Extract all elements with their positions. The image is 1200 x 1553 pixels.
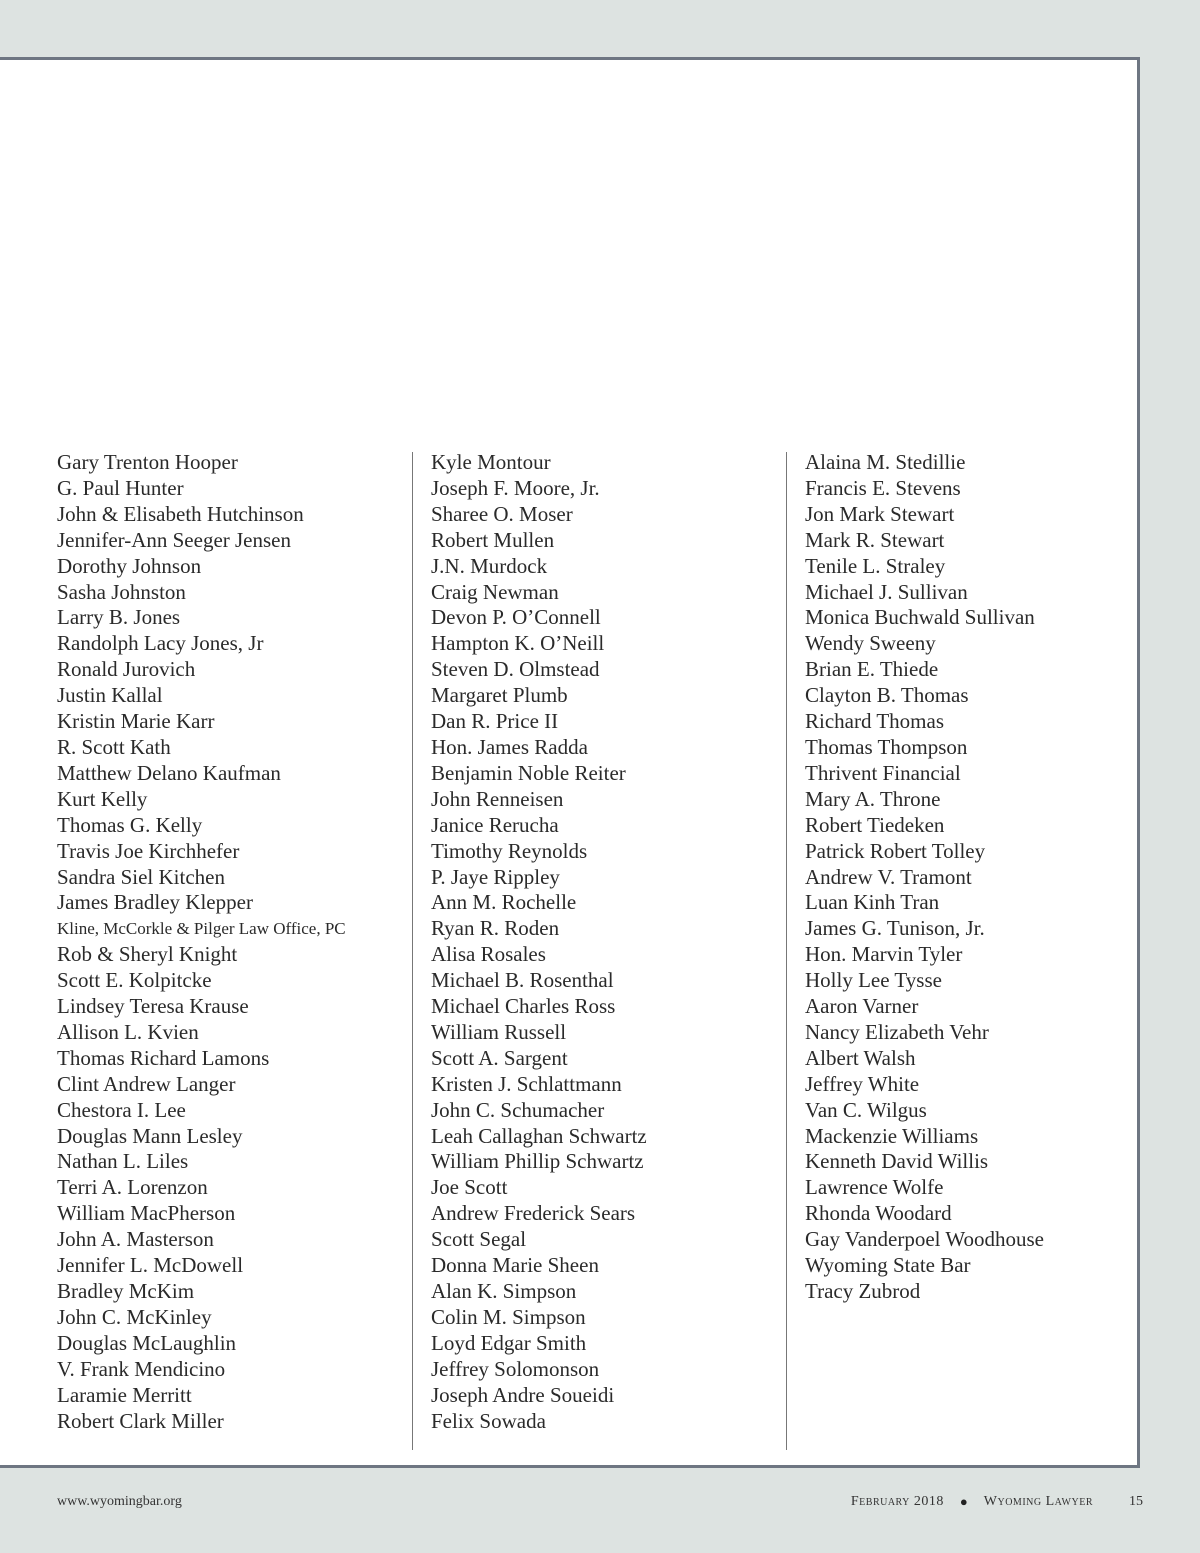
donor-name: Nancy Elizabeth Vehr [805, 1019, 989, 1044]
donor-name: Joseph F. Moore, Jr. [431, 475, 600, 500]
donor-name: Lawrence Wolfe [805, 1175, 944, 1200]
donor-name: Patrick Robert Tolley [805, 838, 986, 863]
donor-name: Bradley McKim [57, 1279, 195, 1303]
donor-name: Mary A. Throne [805, 786, 941, 811]
donor-name: Wendy Sweeny [805, 631, 936, 656]
donor-name: Francis E. Stevens [805, 475, 961, 500]
donor-name: William MacPherson [57, 1201, 236, 1226]
donor-name: Aaron Varner [805, 994, 919, 1019]
donor-name: Albert Walsh [805, 1045, 916, 1070]
donor-name: Monica Buchwald Sullivan [805, 605, 1035, 630]
donor-name: Holly Lee Tysse [805, 968, 942, 993]
donor-name: Michael Charles Ross [431, 994, 616, 1019]
donor-name: Alaina M. Stedillie [805, 450, 966, 474]
donor-name: Jennifer L. McDowell [57, 1253, 244, 1278]
donor-name: Scott A. Sargent [431, 1045, 568, 1070]
donor-name: Alisa Rosales [431, 942, 546, 967]
donor-name: Hon. James Radda [431, 734, 588, 759]
donor-name: William Phillip Schwartz [431, 1149, 644, 1174]
donor-name: Robert Clark Miller [57, 1408, 224, 1433]
donor-name: Benjamin Noble Reiter [431, 760, 626, 785]
donor-name: Gay Vanderpoel Woodhouse [805, 1227, 1044, 1252]
donor-name: Ronald Jurovich [57, 657, 196, 682]
donor-name: Dan R. Price II [431, 709, 559, 734]
donor-name: Nathan L. Liles [57, 1149, 189, 1174]
donor-name: John Renneisen [431, 786, 564, 811]
donor-name: Andrew V. Tramont [805, 864, 972, 889]
donor-name: Tenile L. Straley [805, 553, 946, 578]
donor-name: Joseph Andre Soueidi [431, 1382, 615, 1407]
column-divider [786, 452, 787, 1450]
donor-name: Clint Andrew Langer [57, 1071, 236, 1096]
donor-name: Lindsey Teresa Krause [57, 994, 249, 1019]
donor-name: Tracy Zubrod [805, 1279, 921, 1303]
donor-name: Scott E. Kolpitcke [57, 968, 212, 993]
donor-name: John & Elisabeth Hutchinson [57, 501, 304, 526]
donor-name: Larry B. Jones [57, 605, 181, 630]
page-number: 15 [1129, 1494, 1143, 1509]
donor-name: Rob & Sheryl Knight [57, 942, 238, 967]
donor-name: Jennifer-Ann Seeger Jensen [57, 527, 291, 552]
name-column-2 [431, 450, 647, 1434]
footer-issue-date: February 2018 [850, 1494, 944, 1509]
donor-name: Luan Kinh Tran [805, 890, 940, 915]
donor-name: Randolph Lacy Jones, Jr [57, 631, 264, 656]
donor-name: Wyoming State Bar [805, 1253, 971, 1278]
donor-name: Clayton B. Thomas [805, 683, 969, 708]
donor-name: Allison L. Kvien [57, 1019, 199, 1044]
donor-name: Michael B. Rosenthal [431, 968, 614, 993]
donor-name: Sasha Johnston [57, 579, 186, 604]
donor-name: James G. Tunison, Jr. [805, 916, 985, 941]
donor-name: Sharee O. Moser [431, 501, 573, 526]
donor-name: Thrivent Financial [805, 760, 961, 785]
donor-name: Jon Mark Stewart [805, 501, 955, 526]
donor-name: Chestora I. Lee [57, 1097, 186, 1122]
name-column-1 [57, 450, 346, 1434]
donor-name: Thomas Thompson [805, 734, 968, 759]
footer-website-link[interactable]: www.wyomingbar.org [57, 1494, 182, 1509]
donor-name: Laramie Merritt [57, 1382, 192, 1407]
donor-name: Thomas Richard Lamons [57, 1045, 270, 1070]
donor-name: Kyle Montour [431, 450, 551, 474]
donor-name: Douglas McLaughlin [57, 1330, 237, 1355]
donor-name: V. Frank Mendicino [57, 1356, 226, 1381]
donor-name: P. Jaye Rippley [431, 864, 560, 889]
donor-name: Matthew Delano Kaufman [57, 760, 281, 785]
donor-name: Hon. Marvin Tyler [805, 942, 963, 967]
donor-name: Margaret Plumb [431, 683, 568, 708]
donor-name: Michael J. Sullivan [805, 579, 968, 604]
donor-name: Hampton K. O’Neill [431, 631, 605, 656]
name-column-3 [805, 450, 1044, 1305]
donor-name: Donna Marie Sheen [431, 1253, 599, 1278]
donor-name: Terri A. Lorenzon [57, 1175, 208, 1200]
donor-name: J.N. Murdock [431, 553, 548, 578]
donor-name: Robert Mullen [431, 527, 555, 552]
donor-name: Steven D. Olmstead [431, 657, 600, 682]
donor-name: Ryan R. Roden [431, 916, 560, 941]
donor-name: Scott Segal [431, 1227, 527, 1252]
footer-publication-info [851, 1494, 1143, 1510]
donor-name: Kurt Kelly [57, 786, 148, 811]
donor-name: William Russell [431, 1019, 567, 1044]
donor-name: R. Scott Kath [57, 734, 171, 759]
donor-name: Alan K. Simpson [431, 1279, 577, 1303]
donor-name: Thomas G. Kelly [57, 812, 203, 837]
column-divider [412, 452, 413, 1450]
donor-name: Mark R. Stewart [805, 527, 945, 552]
donor-name: Kenneth David Willis [805, 1149, 989, 1174]
donor-name: Dorothy Johnson [57, 553, 202, 578]
donor-name: Janice Rerucha [431, 812, 559, 837]
donor-name: Robert Tiedeken [805, 812, 945, 837]
donor-name: Andrew Frederick Sears [431, 1201, 636, 1226]
donor-name: Ann M. Rochelle [431, 890, 577, 915]
donor-name: Brian E. Thiede [805, 657, 939, 682]
donor-name: John C. Schumacher [431, 1097, 605, 1122]
donor-name: Devon P. O’Connell [431, 605, 601, 630]
donor-name: Kristin Marie Karr [57, 709, 215, 734]
donor-name: John A. Masterson [57, 1227, 214, 1252]
donor-name: Loyd Edgar Smith [431, 1330, 587, 1355]
donor-name: Gary Trenton Hooper [57, 450, 238, 474]
donor-name: G. Paul Hunter [57, 475, 184, 500]
donor-name: Timothy Reynolds [431, 838, 588, 863]
donor-name: James Bradley Klepper [57, 890, 253, 915]
donor-name: Colin M. Simpson [431, 1304, 586, 1329]
donor-name: Kristen J. Schlattmann [431, 1071, 622, 1096]
footer-publication-name: Wyoming Lawyer [983, 1494, 1093, 1509]
donor-name: Craig Newman [431, 579, 559, 604]
donor-name: Justin Kallal [57, 683, 163, 708]
donor-name: Travis Joe Kirchhefer [57, 838, 240, 863]
donor-name: John C. McKinley [57, 1304, 212, 1329]
donor-name: Jeffrey Solomonson [431, 1356, 600, 1381]
donor-name: Van C. Wilgus [805, 1097, 927, 1122]
donor-name: Sandra Siel Kitchen [57, 864, 225, 889]
donor-name: Richard Thomas [805, 709, 945, 734]
donor-name: Douglas Mann Lesley [57, 1123, 243, 1148]
donor-name: Felix Sowada [431, 1408, 546, 1433]
donor-name: Mackenzie Williams [805, 1123, 979, 1148]
donor-name: Kline, McCorkle & Pilger Law Office, PC [57, 919, 346, 939]
donor-name: Jeffrey White [805, 1071, 920, 1096]
donor-name: Joe Scott [431, 1175, 508, 1200]
donor-name: Leah Callaghan Schwartz [431, 1123, 647, 1148]
bullet-separator: ● [959, 1494, 968, 1509]
donor-name: Rhonda Woodard [805, 1201, 952, 1226]
